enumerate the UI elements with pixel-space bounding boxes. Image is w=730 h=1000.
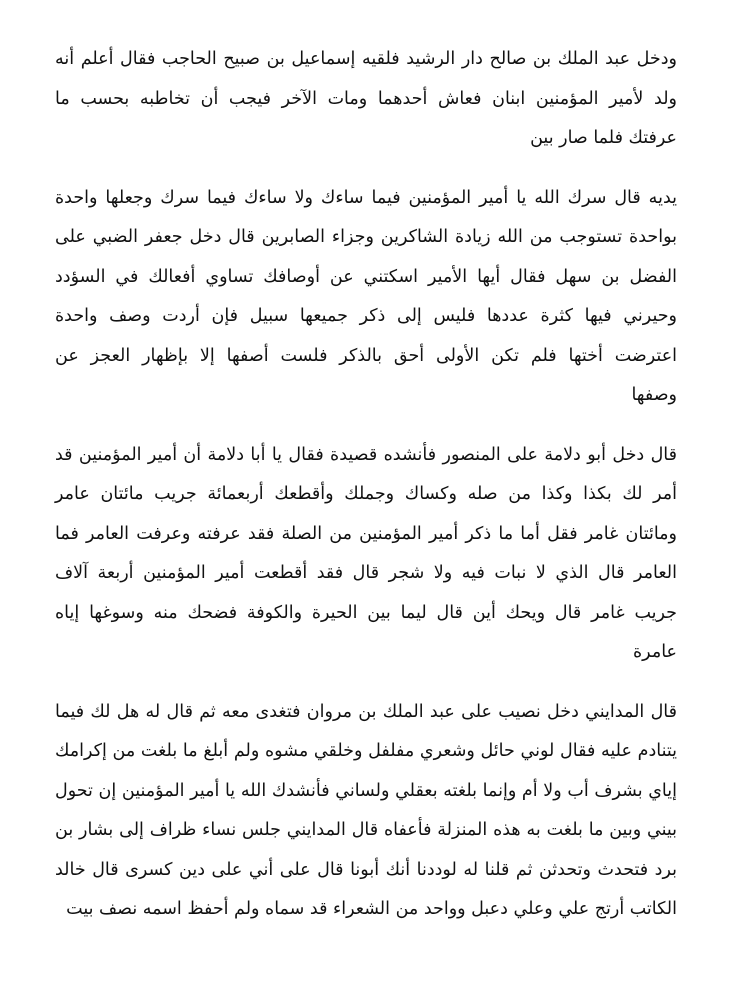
text-line: وحيرني فيها كثرة عددها فليس إلى ذكر جميعها سبيل فإن أردت وصف واحدة — [55, 306, 677, 326]
text-line: عامرة — [633, 642, 677, 662]
paragraph — [55, 436, 677, 673]
document-page — [55, 40, 677, 950]
text-line: إياي بشرف أب ولا أم وإنما بلغته بعقلي ولساني فأنشدك الله يا أمير المؤمنين إن تحول — [55, 780, 677, 801]
text-line: قال دخل أبو دلامة على المنصور فأنشده قصيدة فقال يا أبا دلامة أن أمير المؤمنين قد — [55, 444, 677, 465]
text-line: برد فتحدث وتحدثن ثم قلنا له لوددنا أنك أبونا قال على أني على دين كسرى قال خالد — [55, 859, 677, 880]
text-line: الفضل بن سهل فقال أيها الأمير اسكتني عن أوصافك تساوي أفعالك في السؤدد — [55, 266, 677, 287]
text-line: بيني وبين ما بلغت به هذه المنزلة فأعفاه قال المدايني جلس نساء ظراف إلى بشار بن — [55, 820, 677, 840]
text-line: بواحدة تستوجب من الله زيادة الشاكرين وجزاء الصابرين قال دخل جعفر الضبي على — [55, 227, 677, 247]
text-line: قال المدايني دخل نصيب على عبد الملك بن مروان فتغدى معه ثم قال له هل لك فيما — [55, 701, 677, 722]
paragraph — [55, 179, 677, 416]
paragraph — [55, 693, 677, 930]
text-line: ودخل عبد الملك بن صالح دار الرشيد فلقيه إسماعيل بن صبيح الحاجب فقال أعلم أنه — [55, 49, 677, 69]
text-line: العامر قال الذي لا نبات فيه ولا شجر قال فقد أقطعت أمير المؤمنين أربعة آلاف — [55, 563, 677, 583]
text-line: اعترضت أختها فلم تكن الأولى أحق بالذكر فلست أصفها إلا بإظهار العجز عن — [55, 345, 677, 366]
paragraph — [55, 40, 677, 159]
text-line: ولد لأمير المؤمنين ابنان فعاش أحدهما ومات الآخر فيجب أن تخاطبه بحسب ما — [55, 88, 677, 109]
text-line: يتنادم عليه فقال لوني حائل وشعري مفلفل وخلقي مشوه ولم أبلغ ما بلغت من إكرامك — [55, 741, 677, 761]
text-line: جريب غامر قال ويحك أين قال ليما بين الحيرة والكوفة فضحك منه وسوغها إياه — [55, 602, 677, 623]
text-line: عرفتك فلما صار بين — [530, 128, 677, 148]
text-line: ومائتان غامر فقل أما ما ذكر أمير المؤمنين من الصلة فقد عرفته وعرفت العامر فما — [55, 523, 677, 544]
text-line: وصفها — [631, 385, 677, 405]
text-line: يديه قال سرك الله يا أمير المؤمنين فيما ساءك ولا ساءك فيما سرك وجعلها واحدة — [55, 187, 677, 208]
text-line: الكاتب أرتج علي وعلي دعبل وواحد من الشعراء قد سماه ولم أحفظ اسمه نصف بيت — [66, 899, 677, 919]
text-line: أمر لك بكذا وكذا من صله وكساك وجملك وأقطعك أربعمائة جريب مائتان عامر — [55, 484, 677, 504]
